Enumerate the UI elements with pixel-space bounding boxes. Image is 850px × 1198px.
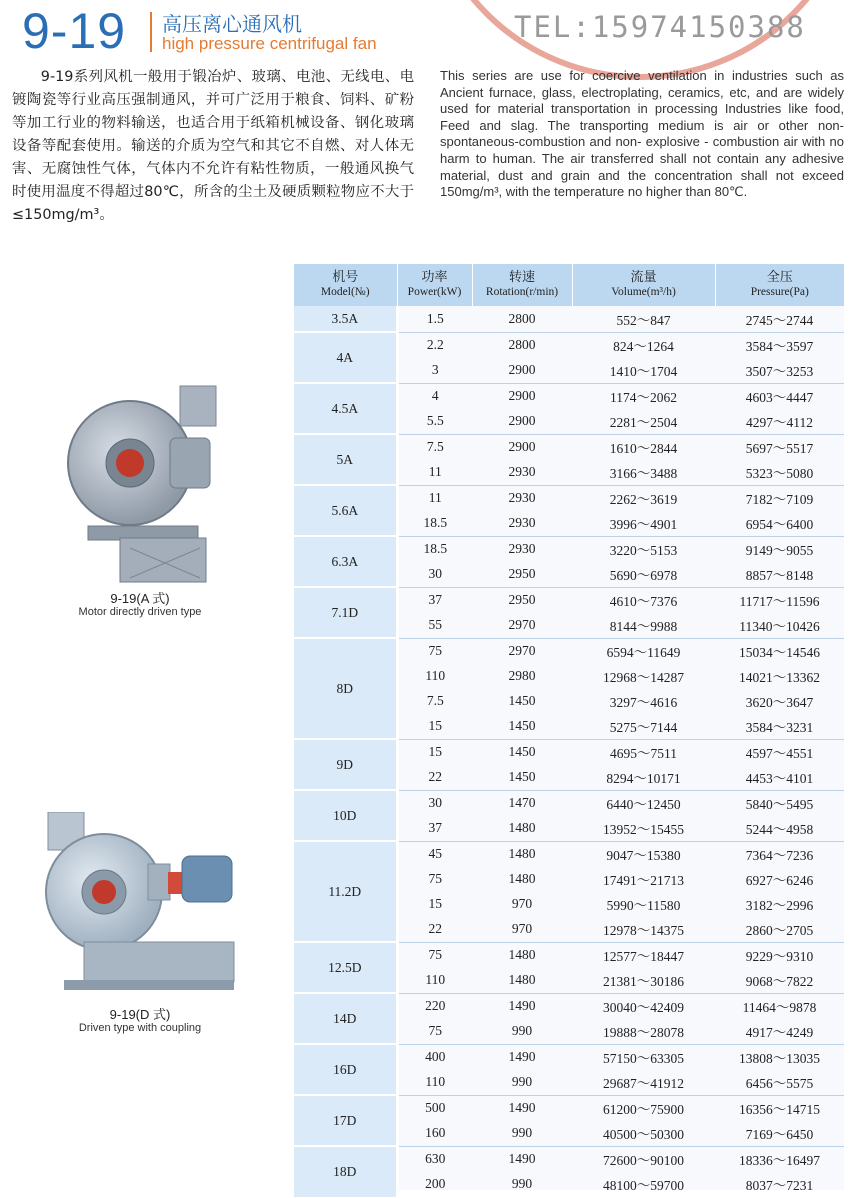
- power-cell: 1.5: [426, 310, 444, 326]
- power-cell: 200: [425, 1176, 446, 1191]
- model-cell: 7.1D: [294, 587, 397, 638]
- volume-cell: 8144～9988: [609, 619, 678, 634]
- model-cell: 9D: [294, 739, 397, 790]
- rotation-cell: 2900: [472, 383, 572, 409]
- volume-cell: 4610～7376: [572, 587, 715, 613]
- pressure-cell: 9229～9310: [715, 942, 844, 968]
- volume-cell: 19888～28078: [603, 1025, 684, 1040]
- pressure-cell: 4597～4551: [715, 739, 844, 765]
- power-cell: 220: [397, 993, 472, 1019]
- power-cell: 15: [397, 739, 472, 765]
- volume-cell: 6440～12450: [572, 790, 715, 816]
- power-cell: 15: [428, 896, 442, 911]
- table-header-row: [294, 264, 844, 306]
- power-cell: 75: [428, 1023, 442, 1038]
- pressure-cell: 3584～3231: [745, 720, 814, 735]
- volume-cell: 12968～14287: [603, 670, 684, 685]
- volume-cell: 72600～90100: [572, 1146, 715, 1172]
- volume-cell: 12577～18447: [572, 942, 715, 968]
- title-chinese: 高压离心通风机: [162, 12, 302, 36]
- column-header-model: 机号 Model(№): [294, 264, 397, 306]
- volume-cell: 3166～3488: [609, 466, 678, 481]
- table-row: [294, 841, 844, 867]
- table-row: [294, 434, 844, 460]
- power-cell: 11: [428, 464, 442, 479]
- spec-table-container: [294, 264, 844, 1193]
- model-cell: 4.5A: [294, 383, 397, 434]
- pressure-cell: 4297～4112: [746, 415, 813, 430]
- rotation-cell: 2930: [508, 515, 536, 530]
- volume-cell: 3996～4901: [609, 517, 678, 532]
- rotation-cell: 1470: [472, 790, 572, 816]
- title-english: high pressure centrifugal fan: [162, 34, 377, 53]
- rotation-cell: 1490: [472, 1095, 572, 1121]
- volume-cell: 1610～2844: [572, 434, 715, 460]
- rotation-cell: 2900: [508, 362, 536, 377]
- pressure-cell: 7169～6450: [745, 1127, 814, 1142]
- volume-cell: 8294～10171: [606, 771, 681, 786]
- power-cell: 30: [428, 566, 442, 581]
- power-cell: 37: [428, 820, 442, 835]
- power-cell: 55: [428, 617, 442, 632]
- model-cell: 10D: [294, 790, 397, 841]
- table-row: [294, 587, 844, 613]
- power-cell: 22: [428, 921, 442, 936]
- pressure-cell: 8857～8148: [745, 568, 814, 583]
- model-cell: 17D: [294, 1095, 397, 1146]
- volume-cell: 21381～30186: [603, 974, 684, 989]
- pressure-cell: 3584～3597: [715, 332, 844, 358]
- volume-cell: 5690～6978: [609, 568, 678, 583]
- rotation-cell: 2800: [472, 332, 572, 358]
- rotation-cell: 970: [511, 921, 533, 936]
- power-cell: 110: [425, 972, 446, 987]
- pressure-cell: 7182～7109: [715, 485, 844, 511]
- volume-cell: 552～847: [616, 312, 671, 328]
- pressure-cell: 5244～4958: [745, 822, 814, 837]
- description-chinese: 9-19系列风机一般用于锻冶炉、玻璃、电池、无线电、电镀陶瓷等行业高压强制通风，并可广泛用于粮食、饲料、矿粉等加工行业的物料输送，也适合用于纸箱机械设备、钢化玻璃设备等配套使用。输送的介质为空气和其它不自燃、对人体无害、无腐蚀性气体，气体内不允许有粘性物质，一般通风换气时使用温度不得超过80℃，所含的尘土及硬质颗粒物应不大于≤150mg/m³。: [12, 69, 414, 223]
- power-cell: 30: [397, 790, 472, 816]
- volume-cell: 1174～2062: [572, 383, 715, 409]
- rotation-cell: 2970: [508, 617, 536, 632]
- volume-cell: 61200～75900: [572, 1095, 715, 1121]
- rotation-cell: 990: [511, 1125, 533, 1140]
- power-cell: 5.5: [426, 413, 444, 428]
- table-row: [294, 739, 844, 765]
- rotation-cell: 2950: [508, 566, 536, 581]
- rotation-cell: 990: [511, 1023, 533, 1038]
- model-cell: 5.6A: [294, 485, 397, 536]
- model-cell: 5A: [294, 434, 397, 485]
- model-cell: 4A: [294, 332, 397, 383]
- volume-cell: 30040～42409: [572, 993, 715, 1019]
- volume-cell: 6594～11649: [572, 638, 715, 664]
- power-cell: 110: [425, 1074, 446, 1089]
- pressure-cell: 8037～7231: [745, 1178, 814, 1193]
- pressure-cell: 11717～11596: [715, 587, 844, 613]
- volume-cell: 3297～4616: [609, 695, 678, 710]
- pressure-cell: 6927～6246: [745, 873, 814, 888]
- pressure-cell: 2745～2744: [745, 312, 814, 328]
- title-divider: [150, 12, 152, 52]
- product-d-name: 9-19(D 式): [109, 1007, 171, 1022]
- power-cell: 500: [397, 1095, 472, 1121]
- model-cell: 18D: [294, 1146, 397, 1197]
- product-a-desc: Motor directly driven type: [78, 606, 202, 618]
- table-row: [294, 790, 844, 816]
- power-cell: 630: [397, 1146, 472, 1172]
- table-row: [294, 485, 844, 511]
- volume-cell: 824～1264: [572, 332, 715, 358]
- power-cell: 3: [431, 362, 439, 377]
- volume-cell: 1410～1704: [609, 364, 678, 379]
- volume-cell: 40500～50300: [603, 1127, 684, 1142]
- table-row: [294, 638, 844, 664]
- rotation-cell: 2800: [508, 310, 536, 326]
- table-row: [294, 1044, 844, 1070]
- rotation-cell: 1450: [508, 769, 536, 784]
- pressure-cell: 14021～13362: [739, 670, 820, 685]
- model-cell: 16D: [294, 1044, 397, 1095]
- rotation-cell: 1490: [472, 1146, 572, 1172]
- pressure-cell: 2860～2705: [745, 923, 814, 938]
- power-cell: 75: [397, 942, 472, 968]
- rotation-cell: 1480: [508, 972, 536, 987]
- pressure-cell: 9068～7822: [745, 974, 814, 989]
- table-row: [294, 993, 844, 1019]
- table-row: [294, 1095, 844, 1121]
- volume-cell: 13952～15455: [603, 822, 684, 837]
- power-cell: 7.5: [426, 693, 444, 708]
- power-cell: 18.5: [423, 515, 448, 530]
- fan-type-a-photo: [60, 378, 225, 588]
- model-cell: 6.3A: [294, 536, 397, 587]
- pressure-cell: 4917～4249: [745, 1025, 814, 1040]
- rotation-cell: 990: [511, 1074, 533, 1089]
- pressure-cell: 3182～2996: [745, 898, 814, 913]
- pressure-cell: 9149～9055: [715, 536, 844, 562]
- volume-cell: 5275～7144: [609, 720, 678, 735]
- pressure-cell: 5323～5080: [745, 466, 814, 481]
- power-cell: 37: [397, 587, 472, 613]
- table-row: [294, 1146, 844, 1172]
- rotation-cell: 970: [511, 896, 533, 911]
- column-header-power: 功率 Power(kW): [397, 264, 472, 306]
- table-body: [294, 306, 844, 1197]
- column-header-rotation: 转速 Rotation(r/min): [472, 264, 572, 306]
- pressure-cell: 6954～6400: [745, 517, 814, 532]
- volume-cell: 17491～21713: [603, 873, 684, 888]
- power-cell: 22: [428, 769, 442, 784]
- rotation-cell: 1480: [508, 820, 536, 835]
- rotation-cell: 990: [511, 1176, 533, 1191]
- volume-cell: 48100～59700: [603, 1178, 684, 1193]
- volume-cell: 3220～5153: [572, 536, 715, 562]
- power-cell: 75: [428, 871, 442, 886]
- table-row: [294, 942, 844, 968]
- pressure-cell: 4603～4447: [715, 383, 844, 409]
- pressure-cell: 5840～5495: [715, 790, 844, 816]
- product-d-desc: Driven type with coupling: [78, 1022, 202, 1034]
- rotation-cell: 2900: [472, 434, 572, 460]
- volume-cell: 57150～63305: [572, 1044, 715, 1070]
- power-cell: 11: [397, 485, 472, 511]
- pressure-cell: 11340～10426: [739, 619, 820, 634]
- rotation-cell: 1480: [472, 942, 572, 968]
- rotation-cell: 1480: [508, 871, 536, 886]
- power-cell: 400: [397, 1044, 472, 1070]
- rotation-cell: 1490: [472, 993, 572, 1019]
- table-row: [294, 383, 844, 409]
- volume-cell: 9047～15380: [572, 841, 715, 867]
- power-cell: 4: [397, 383, 472, 409]
- volume-cell: 4695～7511: [572, 739, 715, 765]
- telephone-number: TEL:15974150388: [514, 10, 806, 44]
- volume-cell: 5990～11580: [606, 898, 681, 913]
- rotation-cell: 2970: [472, 638, 572, 664]
- rotation-cell: 1450: [508, 718, 536, 733]
- rotation-cell: 2900: [508, 413, 536, 428]
- table-row: [294, 332, 844, 358]
- model-cell: 3.5A: [294, 306, 397, 332]
- power-cell: 18.5: [397, 536, 472, 562]
- power-cell: 110: [425, 668, 446, 683]
- pressure-cell: 7364～7236: [715, 841, 844, 867]
- pressure-cell: 3620～3647: [745, 695, 814, 710]
- pressure-cell: 4453～4101: [745, 771, 814, 786]
- pressure-cell: 6456～5575: [745, 1076, 814, 1091]
- description-english: This series are use for coercive ventilation in industries such as Ancient furnace, glass, electroplating, ceramics, etc, and are widely used for material transportation in processing Industries like food, Feed and slag. The transporting medium is air or other non-spontaneous-combustion and non- explosive - combustion air with no harm to human. The air transferred shall not contain any adhesive material, dust and grain and the concentration shall not exceed 150mg/m³, with the temperature no higher than 80℃.: [440, 68, 844, 200]
- model-cell: 14D: [294, 993, 397, 1044]
- rotation-cell: 2950: [472, 587, 572, 613]
- rotation-cell: 2930: [472, 536, 572, 562]
- rotation-cell: 1490: [472, 1044, 572, 1070]
- power-cell: 2.2: [397, 332, 472, 358]
- volume-cell: 29687～41912: [603, 1076, 684, 1091]
- page-title: 9-19: [22, 3, 127, 59]
- pressure-cell: 18336～16497: [715, 1146, 844, 1172]
- pressure-cell: 3507～3253: [745, 364, 814, 379]
- power-cell: 7.5: [397, 434, 472, 460]
- table-row: [294, 306, 844, 332]
- model-cell: 8D: [294, 638, 397, 739]
- power-cell: 45: [397, 841, 472, 867]
- product-a-name: 9-19(A 式): [110, 591, 170, 606]
- volume-cell: 2262～3619: [572, 485, 715, 511]
- rotation-cell: 2980: [508, 668, 536, 683]
- power-cell: 160: [425, 1125, 446, 1140]
- column-header-volume: 流量 Volume(m³/h): [572, 264, 715, 306]
- model-cell: 12.5D: [294, 942, 397, 993]
- model-cell: 11.2D: [294, 841, 397, 942]
- spec-table: [294, 264, 844, 1197]
- rotation-cell: 1450: [472, 739, 572, 765]
- fan-type-d-photo: [44, 812, 244, 997]
- volume-cell: 12978～14375: [603, 923, 684, 938]
- pressure-cell: 5697～5517: [715, 434, 844, 460]
- pressure-cell: 11464～9878: [715, 993, 844, 1019]
- volume-cell: 2281～2504: [609, 415, 678, 430]
- rotation-cell: 2930: [508, 464, 536, 479]
- rotation-cell: 2930: [472, 485, 572, 511]
- pressure-cell: 16356～14715: [715, 1095, 844, 1121]
- power-cell: 75: [397, 638, 472, 664]
- pressure-cell: 13808～13035: [715, 1044, 844, 1070]
- rotation-cell: 1480: [472, 841, 572, 867]
- table-row: [294, 536, 844, 562]
- rotation-cell: 1450: [508, 693, 536, 708]
- pressure-cell: 15034～14546: [715, 638, 844, 664]
- power-cell: 15: [428, 718, 442, 733]
- column-header-pressure: 全压 Pressure(Pa): [715, 264, 844, 306]
